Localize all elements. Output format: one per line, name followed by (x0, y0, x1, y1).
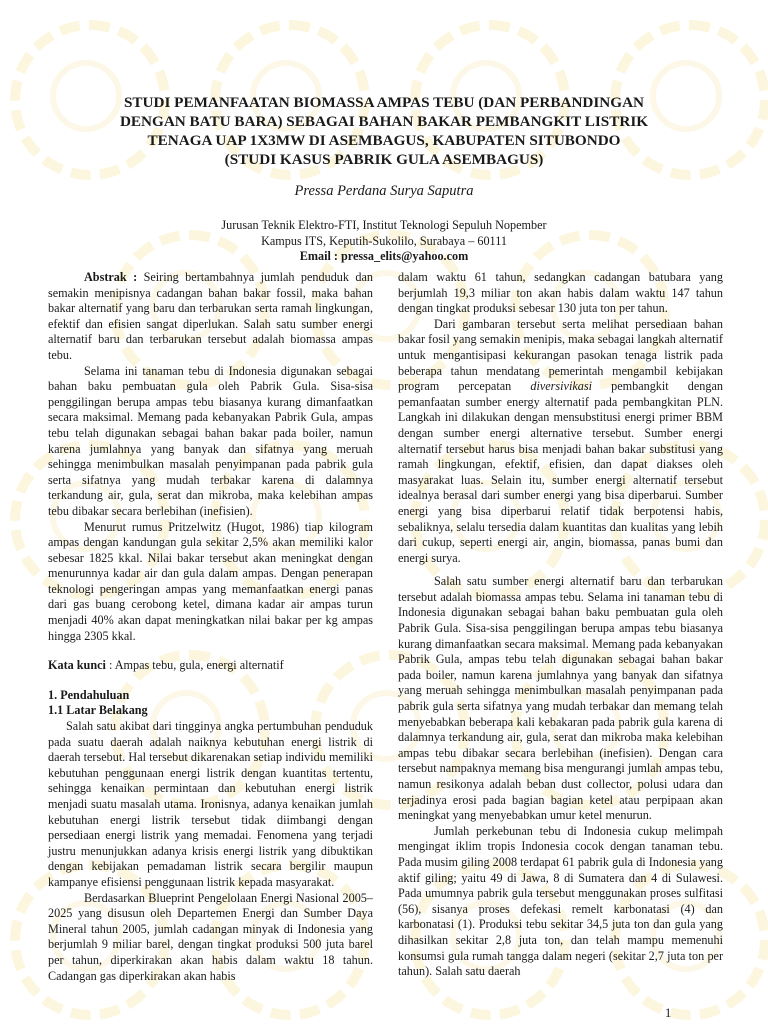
body-paragraph (398, 317, 723, 567)
abstract-paragraph: Selama ini tanaman tebu di Indonesia digunakan sebagai bahan baku pembuatan gula oleh Pabrik Gula. Sisa-sisa penggilingan berupa ampas tebu biasanya kurang dimanfaatkan secara maksimal. Memang pada kebanyakan Pabrik Gula, ampas tebu telah digunakan sebagai bahan bakar pada boiler, namun karena jumlahnya yang banyak dan sifatnya yang meruah sehingga menimbulkan masalah penyimpanan pada pabrik gula serta sifatnya yang mudah terbakar karena di dalamnya terkandung air, gula, serat dan mikroba, maka kelebihan ampas tebu dibakar secara berlebihan (inefisien). (48, 363, 373, 518)
abstract-paragraph (48, 270, 373, 364)
abstract-text: Seiring bertambahnya jumlah penduduk dan semakin menipisnya cadangan bahan bakar fossil, maka bahan bakar alternatif yang baru dan terbarukan serta ramah lingkungan, efektif dan efisien sangat diperlukan. Salah satu sumber energi alternatif baru dan terbarukan tersebut adalah biomassa ampas tebu. (48, 270, 373, 362)
affiliation-line: Jurusan Teknik Elektro-FTI, Institut Teknologi Sepuluh Nopember (221, 218, 547, 232)
italic-term: diversivikasi (530, 379, 592, 394)
body-paragraph: Salah satu akibat dari tingginya angka pertumbuhan penduduk pada suatu daerah adalah naiknya kebutuhan energi listrik di daerah tersebut. Hal tersebut dikarenakan setiap individu memiliki kebutuhan penggunaan energi listrik dengan kuantitas tertentu, sehingga kenaikan permintaan dan kebutuhan energi listrik menjadi suatu masalah utama. Ironisnya, adanya kenaikan jumlah kebutuhan energi listrik tersebut tidak diimbangi dengan persediaan energi listrik yang memadai. Fenomena yang terjadi justru menunjukkan adanya krisis energi listrik yang dibuktikan dengan kebijakan pemadaman listrik secara bergilir maupun kampanye efisiensi penggunaan listrik kepada masyarakat. (48, 719, 373, 889)
title-line: (STUDI KASUS PABRIK GULA ASEMBAGUS) (224, 151, 544, 168)
keywords (48, 658, 373, 674)
author-email: Email : pressa_elits@yahoo.com (299, 249, 469, 263)
body-paragraph: dalam waktu 61 tahun, sedangkan cadangan batubara yang berjumlah 19,3 miliar ton akan habis dalam waktu 147 tahun dengan tingkat produksi sebesar 130 juta ton per tahun. (398, 270, 723, 316)
right-column (398, 270, 723, 980)
keywords-text: : Ampas tebu, gula, energi alternatif (105, 658, 284, 673)
affiliation (80, 218, 688, 265)
left-column (48, 270, 373, 984)
page-number: 1 (665, 1006, 672, 1020)
section-heading: 1. Pendahuluan (48, 687, 130, 702)
abstract-label: Abstrak : (84, 270, 138, 284)
body-text: Dari gambaran tersebut serta melihat persediaan bahan bakar fosil yang semakin menipis, maka sebagai langkah alternatif untuk mengantisipasi kekurangan pasokan tenaga listrik pada beberapa tahun mendatang pemerintah mengambil kebijakan program percepatan (398, 316, 723, 394)
title-line: DENGAN BATU BARA) SEBAGAI BAHAN BAKAR PEMBANGKIT LISTRIK (119, 113, 649, 130)
paper-title (80, 93, 688, 169)
body-paragraph: Salah satu sumber energi alternatif baru dan terbarukan tersebut adalah biomassa ampas tebu. Selama ini tanaman tebu di Indonesia digunakan sebagai bahan baku pembuatan gula oleh Pabrik Gula. Sisa-sisa penggilingan berupa ampas tebu biasanya kurang dimanfaatkan secara maksimal. Memang pada kebanyakan Pabrik Gula, ampas tebu telah digunakan sebagai bahan bakar pada boiler, namun karena jumlahnya yang banyak dan sifatnya yang meruah sehingga menimbulkan masalah penyimpanan pada pabrik gula serta sifatnya yang mudah terbakar dan memang telah menyebabkan beberapa kali kebakaran pada pabrik gula karena di dalamnya terkandung air, gula, serat dan mikroba maka kelebihan ampas tebu dibakar secara berlebihan (inefisien). Dengan cara tersebut nampaknya memang bisa mengurangi jumlah ampas tebu, namun resikonya adalah beban dust collector, polusi udara dan terjadinya erosi pada bagian bagian ketel atau perpipaan akan meningkat yang menyebabkan umur ketel menurun. (398, 574, 723, 823)
body-paragraph: Jumlah perkebunan tebu di Indonesia cukup melimpah mengingat iklim tropis Indonesia cocok dengan tanaman tebu. Pada musim giling 2008 terdapat 61 pabrik gula di Indonesia yang aktif giling; yaitu 49 di Jawa, 8 di Sumatera dan 4 di Sulawesi. Pada umumnya pabrik gula tersebut menggunakan proses sulfitasi (56), sisanya proses defekasi remelt karbonatasi (4) dan karbonatasi (1). Produksi tebu sekitar 34,5 juta ton dan gula yang dihasilkan sekitar 2,8 juta ton, dan telah mampu memenuhi konsumsi gula rumah tangga dalam negeri (sekitar 2,7 juta ton per tahun). Salah satu daerah (398, 823, 723, 979)
title-line: TENAGA UAP 1X3MW DI ASEMBAGUS, KABUPATEN SITUBONDO (147, 132, 621, 149)
abstract-paragraph: Menurut rumus Pritzelwitz (Hugot, 1986) tiap kilogram ampas dengan kandungan gula sekitar 2,5% akan memiliki kalor sebesar 1825 kkal. Nilai bakar tersebut akan meningkat dengan menurunnya kadar air dan gula dalam ampas. Dengan penerapan teknologi pengeringan ampas yang memanfaatkan energi panas dari gas buang cerobong ketel, dimana kadar air ampas turun menjadi 40% akan dapat meningkatkan nilai bakar per kg ampas hingga 2305 kkal. (48, 519, 373, 643)
affiliation-line: Kampus ITS, Keputih-Sukolilo, Surabaya – 60111 (261, 233, 507, 248)
title-line: STUDI PEMANFAATAN BIOMASSA AMPAS TEBU (DAN PERBANDINGAN (123, 94, 645, 111)
subsection-heading: 1.1 Latar Belakang (48, 703, 148, 718)
keywords-label: Kata kunci (48, 658, 106, 673)
body-paragraph: Berdasarkan Blueprint Pengelolaan Energi Nasional 2005–2025 yang disusun oleh Departemen Energi dan Sumber Daya Mineral tahun 2005, jumlah cadangan minyak di Indonesia yang berjumlah 9 miliar barel, dengan tingkat produksi 500 juta barel per tahun, diperkirakan akan habis dalam waktu 18 tahun. Cadangan gas diperkirakan akan habis (48, 890, 373, 983)
body-text: pembangkit dengan pemanfaatan sumber energy alternatif pada pembangkitan PLN. Langkah ini dilakukan dengan mensubstitusi energi primer BBM dengan sumber energi alternative tersebut. Sumber energi alternatif tersebut harus bisa menjadi bahan bakar substitusi yang ramah lingkungan, efektif, efisien, dan dapat diakses oleh masyarakat luas. Selain itu, sumber energi alternatif tersebut idealnya berasal dari sumber energi yang bisa diperbarui. Sumber energi yang bisa diperbarui relatif tidak berpotensi habis, sebaliknya, selalu tersedia dalam kuantitas dan kualitas yang lebih dari cukup, seperti energi air, angin, biomassa, panas bumi dan energi surya. (398, 379, 723, 565)
author-name: Pressa Perdana Surya Saputra (294, 183, 474, 199)
